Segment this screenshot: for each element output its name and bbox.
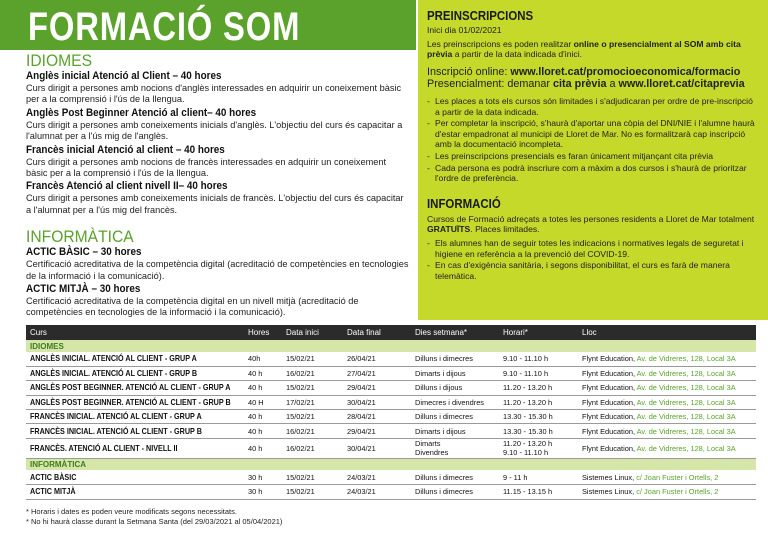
cell-inici: 16/02/21 xyxy=(282,366,343,380)
dies-line: Divendres xyxy=(415,448,449,458)
cell-lloc xyxy=(578,438,756,458)
venue-address: c/ Joan Fuster i Ortells, 2 xyxy=(636,472,719,482)
informacio-title: INFORMACIÓ xyxy=(427,195,501,211)
category-label: IDIOMES xyxy=(26,340,756,352)
category-label: INFORMÀTICA xyxy=(26,458,756,470)
cell-dies: Dilluns i dimecres xyxy=(411,410,499,424)
cell-final: 30/04/21 xyxy=(343,438,411,458)
course-description: Curs dirigit a persones amb coneixements inicials d'anglès. L'objectiu del curs és capacitar a l'alumnat per a l'ús mig de l'anglès. xyxy=(26,119,403,142)
table-row xyxy=(26,470,756,484)
cell-hores: 40 h xyxy=(244,438,282,458)
venue-name: Flynt Education, xyxy=(582,369,637,379)
intro-text: a partir de la data indicada d'inici. xyxy=(452,49,582,60)
column-header: Dies setmana* xyxy=(411,325,499,340)
course-title: Anglès inicial Atenció al Client – 40 hores xyxy=(26,70,222,82)
cell-curs xyxy=(26,381,244,395)
informacio-intro xyxy=(427,214,758,235)
cell-horari: 9 - 11 h xyxy=(499,470,578,484)
course-description: Curs dirigit a persones amb nocions de francès interessades en adquirir un coneixement bàsic per a la comprensió i l'ús de la llengua. xyxy=(26,156,387,179)
table-row xyxy=(26,352,756,366)
preinscripcions-notes xyxy=(427,96,758,184)
cell-final: 27/04/21 xyxy=(343,366,411,380)
start-date: Inici dia 01/02/2021 xyxy=(427,25,502,35)
cell-horari: 9.10 - 11.10 h xyxy=(499,352,578,366)
cell-lloc xyxy=(578,485,756,499)
presencial-bold: cita prèvia xyxy=(553,78,607,91)
header-band xyxy=(0,0,416,50)
cell-lloc xyxy=(578,352,756,366)
cell-horari: 11.20 - 13.20 h xyxy=(499,395,578,409)
presencial-mid: a xyxy=(606,78,619,91)
cell-inici: 15/02/21 xyxy=(282,470,343,484)
venue-name: Flynt Education, xyxy=(582,397,637,407)
section-title-informatica: INFORMÀTICA xyxy=(26,227,134,247)
course-name: ACTIC MITJÀ xyxy=(30,486,76,497)
cell-inici: 17/02/21 xyxy=(282,395,343,409)
cell-inici: 15/02/21 xyxy=(282,352,343,366)
info-panel xyxy=(418,0,768,320)
venue-address: Av. de Vidreres, 128, Local 3A xyxy=(636,354,736,364)
online-link[interactable]: www.lloret.cat/promocioeconomica/formacio xyxy=(510,65,741,78)
course-name: FRANCÈS INICIAL. ATENCIÓ AL CLIENT - GRUP B xyxy=(30,425,202,436)
cell-dies: Dilluns i dimecres xyxy=(411,470,499,484)
cell-horari: 13.30 - 15.30 h xyxy=(499,410,578,424)
course-name: FRANCÈS. ATENCIÓ AL CLIENT - NIVELL II xyxy=(30,442,178,453)
list-item: - Els alumnes han de seguir totes les indicacions i normatives legals de seguretat i higiene en referència a la prevenció del COVID-19. xyxy=(427,238,758,259)
venue-name: Flynt Education, xyxy=(582,354,637,364)
course-name: ACTIC BÀSIC xyxy=(30,471,77,482)
cell-final: 30/04/21 xyxy=(343,395,411,409)
column-header: Curs xyxy=(26,325,244,340)
cell-hores: 40 h xyxy=(244,424,282,438)
venue-name: Flynt Education, xyxy=(582,443,637,453)
cell-hores: 40 H xyxy=(244,395,282,409)
cell-dies: Dilluns i dimecres xyxy=(411,352,499,366)
preinscripcions-intro xyxy=(427,39,758,60)
cell-hores: 40 h xyxy=(244,410,282,424)
cell-horari: 9.10 - 11.10 h xyxy=(499,366,578,380)
cell-final: 24/03/21 xyxy=(343,485,411,499)
venue-address: Av. de Vidreres, 128, Local 3A xyxy=(636,426,736,436)
column-header: Hores xyxy=(244,325,282,340)
informacio-notes xyxy=(427,238,758,281)
category-row xyxy=(26,458,756,470)
cell-inici: 15/02/21 xyxy=(282,381,343,395)
cell-inici: 16/02/21 xyxy=(282,424,343,438)
cell-hores: 40 h xyxy=(244,381,282,395)
venue-name: Flynt Education, xyxy=(582,426,637,436)
intro-text: . Places limitades. xyxy=(470,224,540,235)
presencial-line xyxy=(427,78,758,91)
course-title: ACTIC MITJÀ – 30 hores xyxy=(26,283,141,296)
venue-address: Av. de Vidreres, 128, Local 3A xyxy=(636,369,736,379)
preinscripcions-title: PREINSCRIPCIONS xyxy=(427,8,534,23)
cell-curs xyxy=(26,485,244,499)
venue-name: Sistemes Linux, xyxy=(582,487,637,497)
cell-hores: 40h xyxy=(244,352,282,366)
course-name: ANGLÈS POST BEGINNER. ATENCIÓ AL CLIENT - GRUP A xyxy=(30,382,231,393)
table-row xyxy=(26,366,756,380)
cell-lloc xyxy=(578,366,756,380)
presencial-label: Presencialment: demanar xyxy=(427,78,554,91)
course-title: Francès Atenció al client nivell II– 40 hores xyxy=(26,180,228,193)
cell-curs xyxy=(26,424,244,438)
venue-address: Av. de Vidreres, 128, Local 3A xyxy=(636,383,736,393)
cell-curs xyxy=(26,395,244,409)
cell-lloc xyxy=(578,470,756,484)
cell-dies: Dilluns i dijous xyxy=(411,381,499,395)
course-descriptions xyxy=(26,51,410,320)
course-name: ANGLÈS INICIAL. ATENCIÓ AL CLIENT - GRUP B xyxy=(30,368,198,379)
cell-final: 28/04/21 xyxy=(343,410,411,424)
cell-curs xyxy=(26,366,244,380)
table-row xyxy=(26,381,756,395)
cell-final: 24/03/21 xyxy=(343,470,411,484)
intro-text: Les preinscripcions es poden realitzar xyxy=(427,38,574,49)
cell-lloc xyxy=(578,381,756,395)
online-line xyxy=(427,66,758,79)
cell-curs xyxy=(26,352,244,366)
course-title: Anglès Post Beginner Atenció al client– 40 hores xyxy=(26,106,257,119)
citaprevia-link[interactable]: www.lloret.cat/citaprevia xyxy=(618,78,745,91)
intro-bold: online o presencialment al SOM amb cita prèvia xyxy=(427,38,741,60)
page-title: FORMACIÓ SOM xyxy=(28,5,301,49)
table-row xyxy=(26,410,756,424)
course-description: Curs dirigit a persones amb coneixements inicials de francès. L'objectiu del curs és capacitar a l'alumnat per a l'ús mig del francès. xyxy=(26,193,404,215)
list-item: - Les preinscripcions presencials es faran únicament mitjançant cita prèvia xyxy=(427,151,758,162)
list-item: - Les places a tots els cursos són limitades i s'adjudicaran per ordre de pre-inscripció a partir de la data indicada. xyxy=(427,96,758,117)
course-description: Certificació acreditativa de la competència digital (acreditació de competències en tecnologies de la informació i la comunicació). xyxy=(26,259,409,281)
venue-name: Flynt Education, xyxy=(582,383,637,393)
cell-dies: Dimarts i dijous xyxy=(411,366,499,380)
cell-curs xyxy=(26,438,244,458)
venue-address: Av. de Vidreres, 128, Local 3A xyxy=(636,443,736,453)
online-label: Inscripció online: xyxy=(427,65,511,78)
course-name: ANGLÈS INICIAL. ATENCIÓ AL CLIENT - GRUP A xyxy=(30,353,197,364)
column-header: Lloc xyxy=(578,325,756,340)
course-title: Francès inicial Atenció al client – 40 hores xyxy=(26,143,225,156)
course-name: ANGLÈS POST BEGINNER. ATENCIÓ AL CLIENT - GRUP B xyxy=(30,396,231,407)
cell-lloc xyxy=(578,424,756,438)
table-row xyxy=(26,424,756,438)
list-item: - Per completar la inscripció, s'haurà d'aportar una còpia del DNI/NIE i l'alumne haurà d'estar empadronat al municipi de Lloret de Mar. No es formalitzarà cap inscripció amb la documentació incompleta. xyxy=(427,118,758,150)
cell-final: 26/04/21 xyxy=(343,352,411,366)
intro-bold: GRATUÏTS xyxy=(427,224,471,235)
list-item: - Cada persona es podrà inscriure com a màxim a dos cursos i s'haurà de prioritzar l'ordre de preferència. xyxy=(427,163,758,184)
cell-hores: 30 h xyxy=(244,485,282,499)
list-item: - En cas d'exigència sanitària, i segons disponibilitat, el curs es farà de manera telemàtica. xyxy=(427,260,758,281)
table-row xyxy=(26,438,756,458)
horari-line: 9.10 - 11.10 h xyxy=(503,448,549,458)
table-header-row xyxy=(26,325,756,340)
cell-dies xyxy=(411,438,499,458)
cell-hores: 40 h xyxy=(244,366,282,380)
cell-hores: 30 h xyxy=(244,470,282,484)
column-header: Data final xyxy=(343,325,411,340)
cell-dies: Dilluns i dimecres xyxy=(411,485,499,499)
cell-lloc xyxy=(578,410,756,424)
cell-horari: 13.30 - 15.30 h xyxy=(499,424,578,438)
cell-final: 29/04/21 xyxy=(343,381,411,395)
footnote: * No hi haurà classe durant la Setmana Santa (del 29/03/2021 al 05/04/2021) xyxy=(26,516,283,526)
intro-text: Cursos de Formació adreçats a totes les persones residents a Lloret de Mar totalment xyxy=(427,213,755,224)
schedule-table xyxy=(26,325,756,500)
cell-dies: Dimecres i divendres xyxy=(411,395,499,409)
course-description: Certificació acreditativa de la competència digital en un nivell mitjà (acreditació de competències en tecnologies de la informació i la comunicació). xyxy=(26,296,359,318)
column-header: Data inici xyxy=(282,325,343,340)
table-row xyxy=(26,485,756,499)
column-header: Horari* xyxy=(499,325,578,340)
course-description: Curs dirigit a persones amb nocions d'anglès interessades en adquirir un coneixement bàsic per a la comprensió i l'ús de la llengua. xyxy=(26,83,402,105)
category-row xyxy=(26,340,756,352)
cell-curs xyxy=(26,410,244,424)
venue-address: c/ Joan Fuster i Ortells, 2 xyxy=(636,487,719,497)
cell-horari: 11.15 - 13.15 h xyxy=(499,485,578,499)
footnote: * Horaris i dates es poden veure modificats segons necessitats. xyxy=(26,507,237,516)
table-row xyxy=(26,395,756,409)
cell-inici: 15/02/21 xyxy=(282,410,343,424)
venue-address: Av. de Vidreres, 128, Local 3A xyxy=(636,412,736,422)
cell-lloc xyxy=(578,395,756,409)
course-name: FRANCÈS INICIAL. ATENCIÓ AL CLIENT - GRUP A xyxy=(30,411,202,422)
venue-address: Av. de Vidreres, 128, Local 3A xyxy=(636,397,736,407)
horari-line: 11.20 - 13.20 h xyxy=(503,439,553,449)
cell-final: 29/04/21 xyxy=(343,424,411,438)
dies-line: Dimarts xyxy=(415,439,441,449)
cell-dies: Dimarts i dijous xyxy=(411,424,499,438)
cell-horari xyxy=(499,438,578,458)
venue-name: Sistemes Linux, xyxy=(582,472,637,482)
cell-inici: 16/02/21 xyxy=(282,438,343,458)
course-title: ACTIC BÀSIC – 30 hores xyxy=(26,246,142,259)
cell-inici: 15/02/21 xyxy=(282,485,343,499)
cell-curs xyxy=(26,470,244,484)
venue-name: Flynt Education, xyxy=(582,412,637,422)
footnotes xyxy=(26,507,282,526)
cell-horari: 11.20 - 13.20 h xyxy=(499,381,578,395)
section-title-idiomes: IDIOMES xyxy=(26,51,93,70)
